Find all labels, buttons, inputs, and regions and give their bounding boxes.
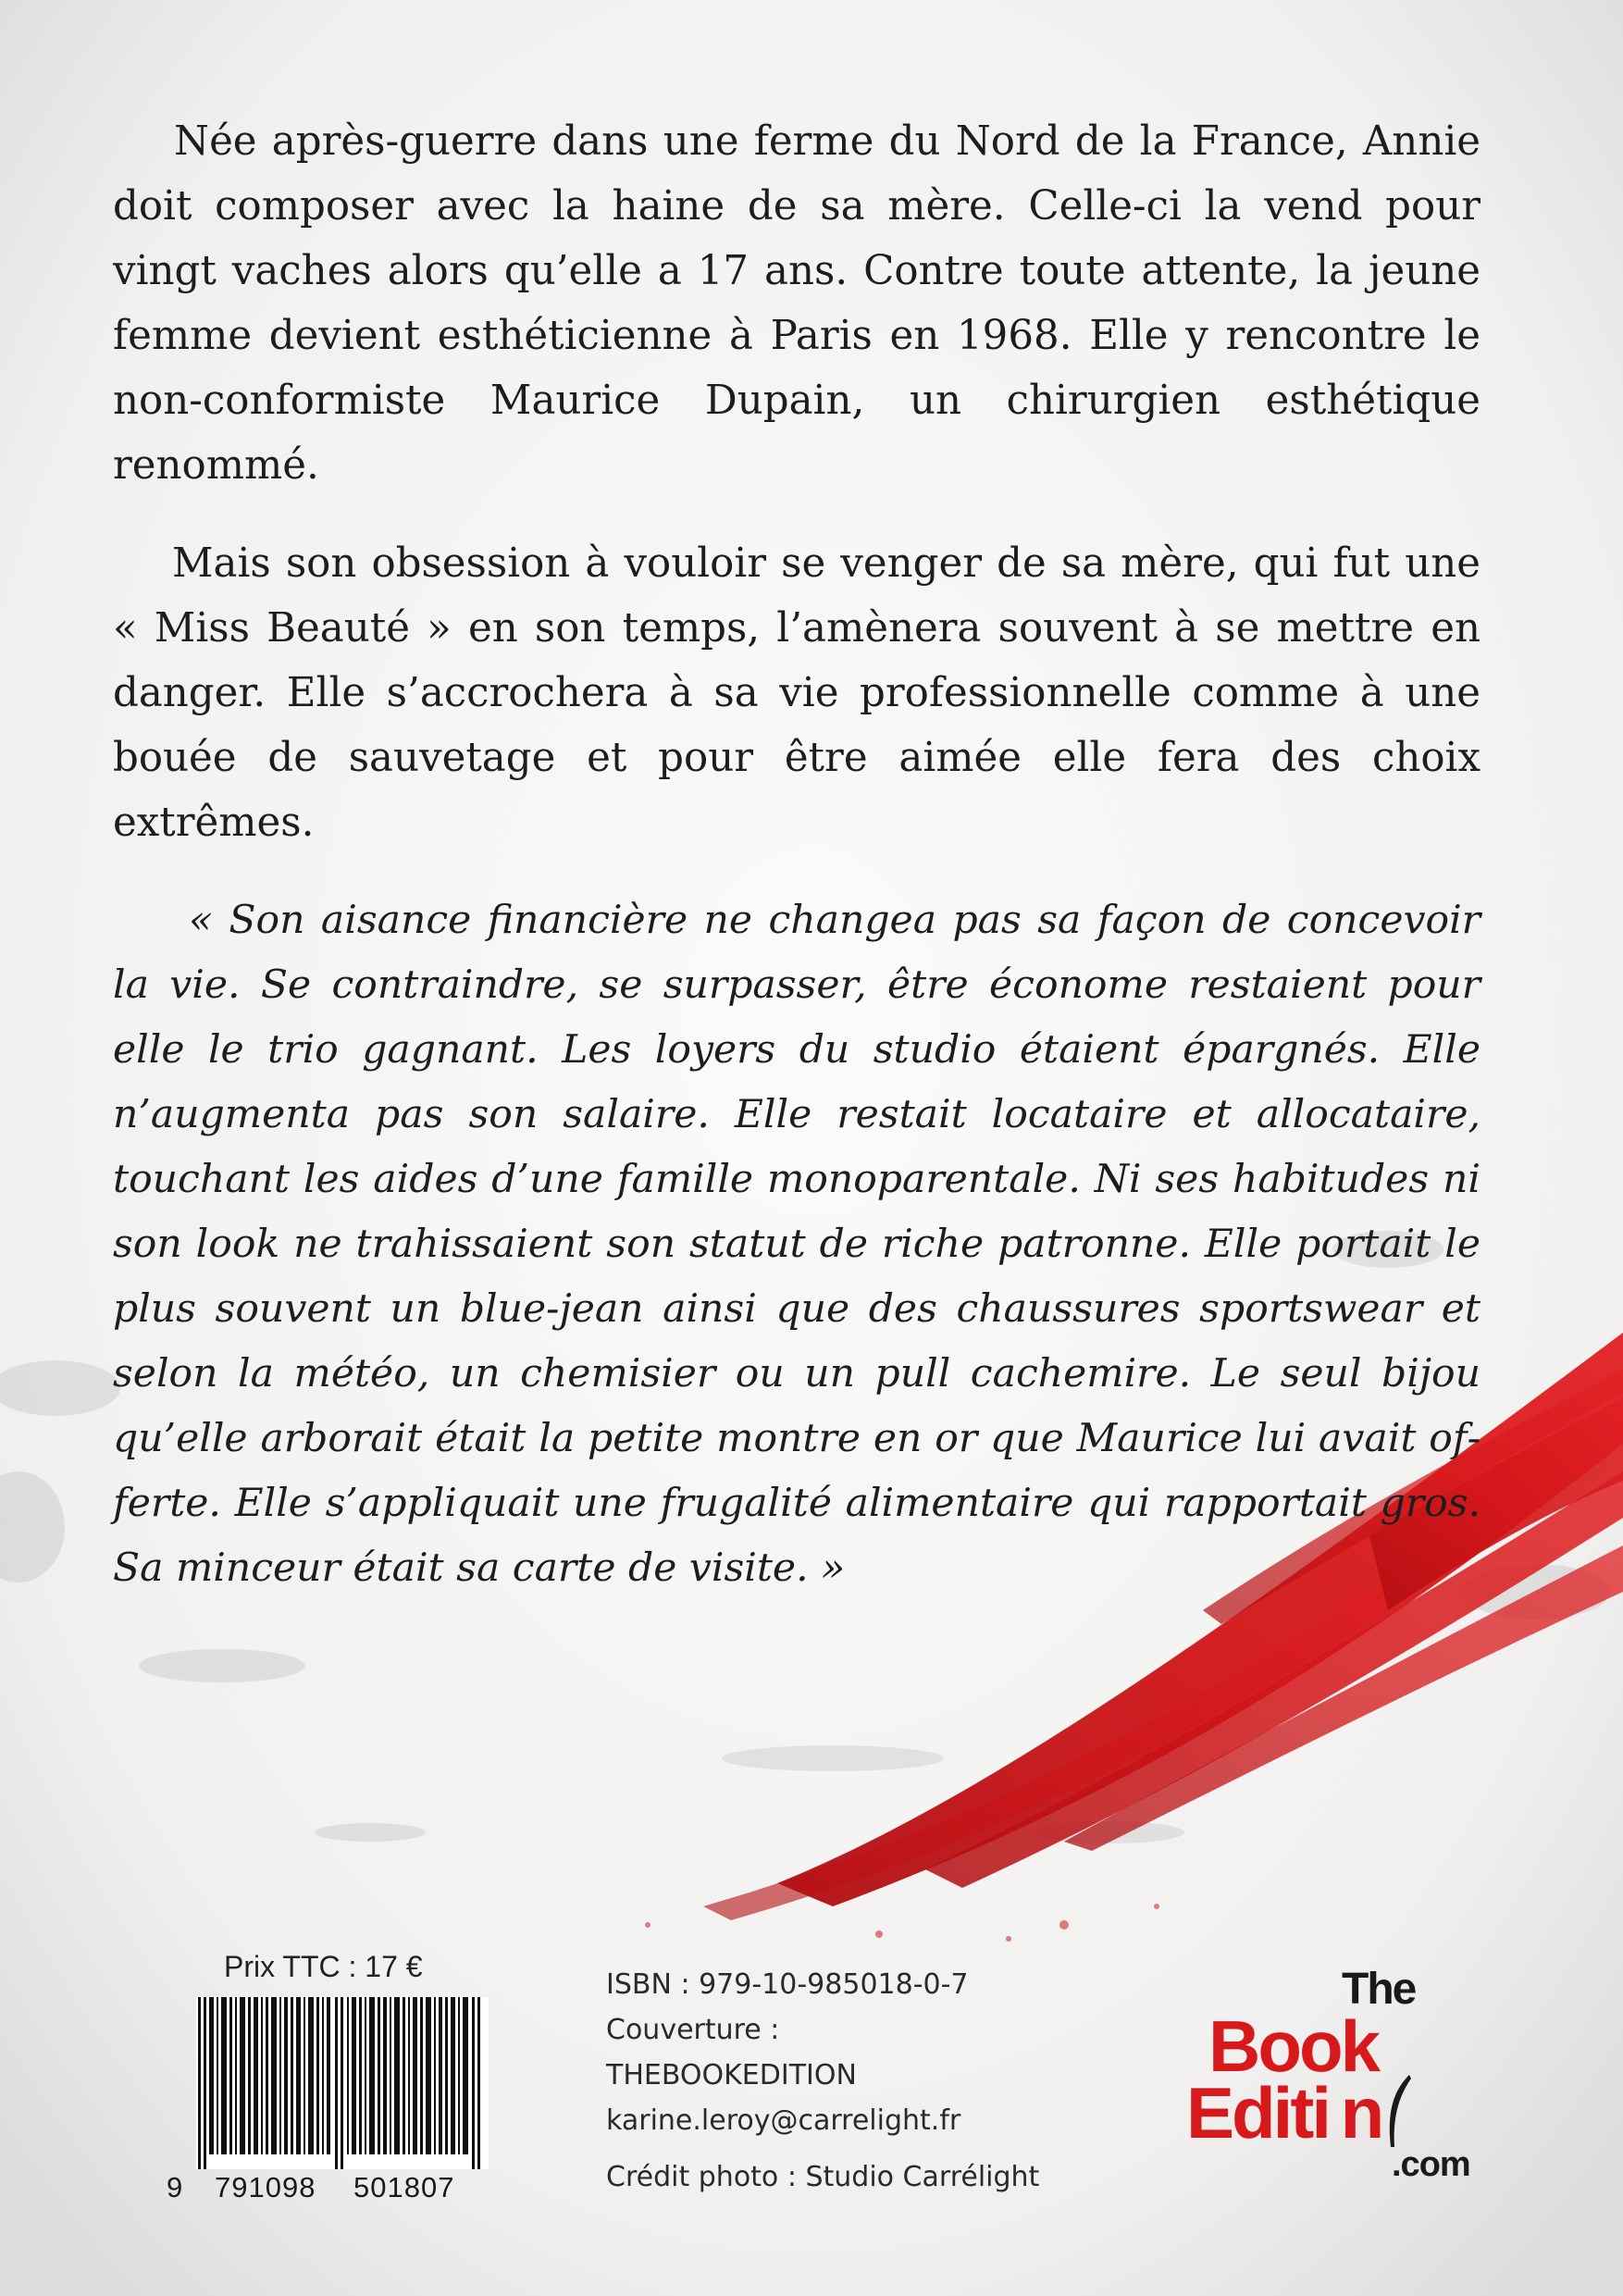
photo-credit: Crédit photo : Studio Carrélight	[606, 2161, 1040, 2193]
publication-info	[606, 1962, 1039, 2200]
logo-edition: Editi n	[1186, 2072, 1382, 2153]
barcode-digits-right: 501807	[353, 2171, 455, 2203]
barcode-digits-left: 791098	[215, 2171, 316, 2203]
blurb-quote: « Son aisance financière ne changea pas sa façon de concevoir la vie. Se contraindre, se surpasser, être économe restaient pour elle le trio gagnant. Les loyers du studio étaient épargnés. Elle n’augmenta pas son salaire. Elle restait locataire et allocataire, touchant les aides d’une famille monoparentale. Ni ses habitudes ni son look ne trahissaient son statut de riche patronne. Elle portait le plus souvent un blue-jean ainsi que des chaussures sportswear et selon la météo, un chemisier ou un pull cachemire. Le seul bijou qu’elle arborait était la petite montre en or que Maurice lui avait offerte. Elle s’appliquait une frugalité alimentaire qui rapportait gros. Sa minceur était sa carte de visite. »	[113, 898, 1481, 1591]
blurb-paragraph-2: Mais son obsession à vouloir se venger de sa mère, qui fut une « Miss Beauté » en son temps, l’amènera souvent à se mettre en danger. Elle s’accrochera à sa vie professionnelle comme à une bouée de sauvetage et pour être aimée elle fera des choix extrêmes.	[113, 540, 1481, 846]
cover-label: Couverture :	[606, 2014, 780, 2046]
logo-com: .com	[1392, 2145, 1470, 2184]
logo-book: Book	[1208, 2005, 1378, 2087]
contact-email: karine.leroy@carrelight.fr	[606, 2104, 961, 2137]
isbn-barcode	[196, 1997, 489, 2169]
price-label: Prix TTC : 17 €	[224, 1950, 423, 1983]
isbn-text: ISBN : 979-10-985018-0-7	[606, 1968, 969, 2001]
back-cover-blurb	[113, 109, 1481, 1601]
logo-the: The	[1342, 1965, 1416, 2014]
blurb-paragraph-1: Née après-guerre dans une ferme du Nord de la France, Annie doit composer avec la haine de sa mère. Celle-ci la vend pour vingt vaches alors qu’elle a 17 ans. Contre toute attente, la jeune femme devient esthéticienne à Paris en 1968. Elle y rencontre le non-conformiste Maurice Dupain, un chirurgien esthétique renommé.	[113, 118, 1481, 489]
cover-designer: THEBOOKEDITION	[606, 2059, 857, 2091]
thebookedition-logo	[1186, 1964, 1492, 2186]
barcode-digit-lead: 9	[167, 2171, 184, 2203]
quill-icon	[1385, 2073, 1413, 2149]
